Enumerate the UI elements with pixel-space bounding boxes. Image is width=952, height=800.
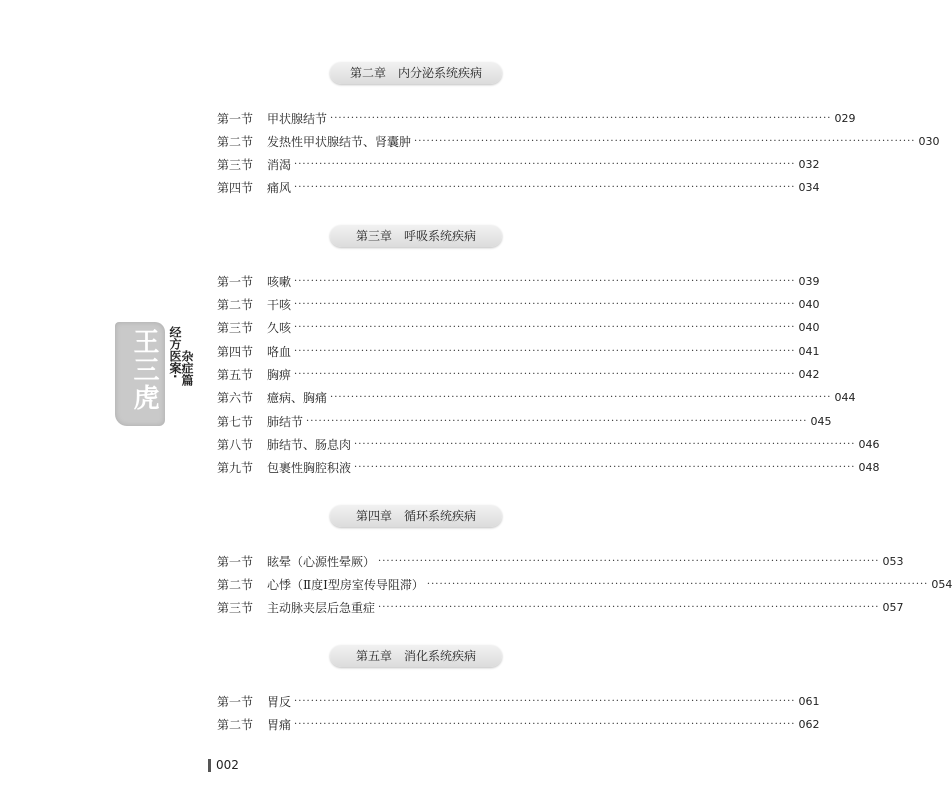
chapter-number: 第四章 [355,509,392,523]
dot-leader: ························································································································ [294,182,796,193]
chapter-title: 循环系统疾病 [404,509,477,523]
section-page: 029 [834,112,856,125]
chapter-title: 呼吸系统疾病 [404,229,477,243]
section-title: 包裹性胸腔积液 [267,461,352,475]
section-number: 第四节 [217,181,254,195]
section-page: 062 [798,718,820,731]
toc-entry[interactable] [217,693,820,711]
toc-entry[interactable] [217,366,820,384]
section-number: 第九节 [217,461,254,475]
chapter-title: 内分泌系统疾病 [398,66,483,80]
section-number: 第一节 [217,555,254,569]
section-title: 眩晕（心源性晕厥） [267,555,376,569]
dot-leader: ························································································································ [426,579,929,590]
toc-entry[interactable] [217,273,820,291]
dot-leader: ························································································································ [354,462,856,473]
toc-entry[interactable] [217,110,856,128]
toc-entry[interactable] [217,413,832,431]
section-page: 030 [918,135,940,148]
side-tab [115,322,194,426]
toc-entry[interactable] [217,133,940,151]
chapter-number: 第三章 [355,229,392,243]
toc-entry[interactable] [217,553,904,571]
section-number: 第八节 [217,438,254,452]
dot-leader: ························································································································ [378,556,880,567]
section-page: 046 [858,438,880,451]
section-title: 肺结节 [267,415,304,429]
section-title: 消渴 [267,158,292,172]
toc-entry[interactable] [217,179,820,197]
section-page: 032 [798,158,820,171]
author-name: 王三虎 [129,328,159,412]
toc-entry[interactable] [217,576,952,594]
section-title: 癔病、胸痛 [267,391,328,405]
section-number: 第四节 [217,345,254,359]
section-title: 发热性甲状腺结节、肾囊肿 [267,135,412,149]
toc-entry[interactable] [217,156,820,174]
toc-entry[interactable] [217,296,820,314]
dot-leader: ························································································································ [378,602,880,613]
section-page: 040 [798,321,820,334]
section-page: 054 [931,578,952,591]
dot-leader: ························································································································ [294,159,796,170]
section-number: 第五节 [217,368,254,382]
section-page: 057 [882,601,904,614]
section-title: 胃反 [267,695,292,709]
dot-leader: ························································································································ [354,439,856,450]
section-number: 第七节 [217,415,254,429]
section-page: 042 [798,368,820,381]
toc-entry[interactable] [217,436,880,454]
section-number: 第二节 [217,135,254,149]
book-title-line1: 经方医案· [168,326,182,379]
dot-leader: ························································································································ [294,322,796,333]
dot-leader: ························································································································ [330,113,832,124]
section-page: 061 [798,695,820,708]
toc-entry[interactable] [217,389,856,407]
dot-leader: ························································································································ [294,299,796,310]
section-number: 第一节 [217,112,254,126]
section-title: 心悸（Ⅱ度Ⅰ型房室传导阻滞） [267,578,424,592]
dot-leader: ························································································································ [306,416,808,427]
section-page: 039 [798,275,820,288]
section-page: 044 [834,391,856,404]
section-number: 第一节 [217,695,254,709]
section-page: 040 [798,298,820,311]
chapter-banner[interactable] [330,225,502,247]
section-title: 肺结节、肠息肉 [267,438,352,452]
toc-entry[interactable] [217,599,904,617]
section-number: 第六节 [217,391,254,405]
dot-leader: ························································································································ [294,696,796,707]
page-number: 002 [216,758,239,772]
footer-bar [208,759,211,772]
section-page: 048 [858,461,880,474]
chapter-banner[interactable] [330,505,502,527]
chapter-number: 第二章 [349,66,386,80]
dot-leader: ························································································································ [294,719,796,730]
page-footer [208,758,239,772]
toc-entry[interactable] [217,319,820,337]
section-number: 第二节 [217,718,254,732]
section-title: 干咳 [267,298,292,312]
dot-leader: ························································································································ [294,369,796,380]
dot-leader: ························································································································ [294,346,796,357]
section-title: 胃痛 [267,718,292,732]
chapter-title: 消化系统疾病 [404,649,477,663]
section-number: 第三节 [217,321,254,335]
section-number: 第三节 [217,158,254,172]
book-title-line2: 杂症篇 [180,350,194,386]
section-title: 咯血 [267,345,292,359]
dot-leader: ························································································································ [294,276,796,287]
section-title: 甲状腺结节 [267,112,328,126]
section-number: 第三节 [217,601,254,615]
toc-entry[interactable] [217,459,880,477]
toc-entry[interactable] [217,716,820,734]
chapter-banner[interactable] [330,645,502,667]
dot-leader: ························································································································ [330,392,832,403]
section-title: 痛风 [267,181,292,195]
section-page: 045 [810,415,832,428]
section-number: 第二节 [217,298,254,312]
section-page: 041 [798,345,820,358]
section-page: 034 [798,181,820,194]
dot-leader: ························································································································ [414,136,916,147]
chapter-number: 第五章 [355,649,392,663]
section-title: 胸痹 [267,368,292,382]
section-title: 咳嗽 [267,275,292,289]
toc-entry[interactable] [217,343,820,361]
section-title: 主动脉夹层后急重症 [267,601,376,615]
section-title: 久咳 [267,321,292,335]
section-number: 第一节 [217,275,254,289]
section-page: 053 [882,555,904,568]
chapter-banner[interactable] [330,62,502,84]
section-number: 第二节 [217,578,254,592]
